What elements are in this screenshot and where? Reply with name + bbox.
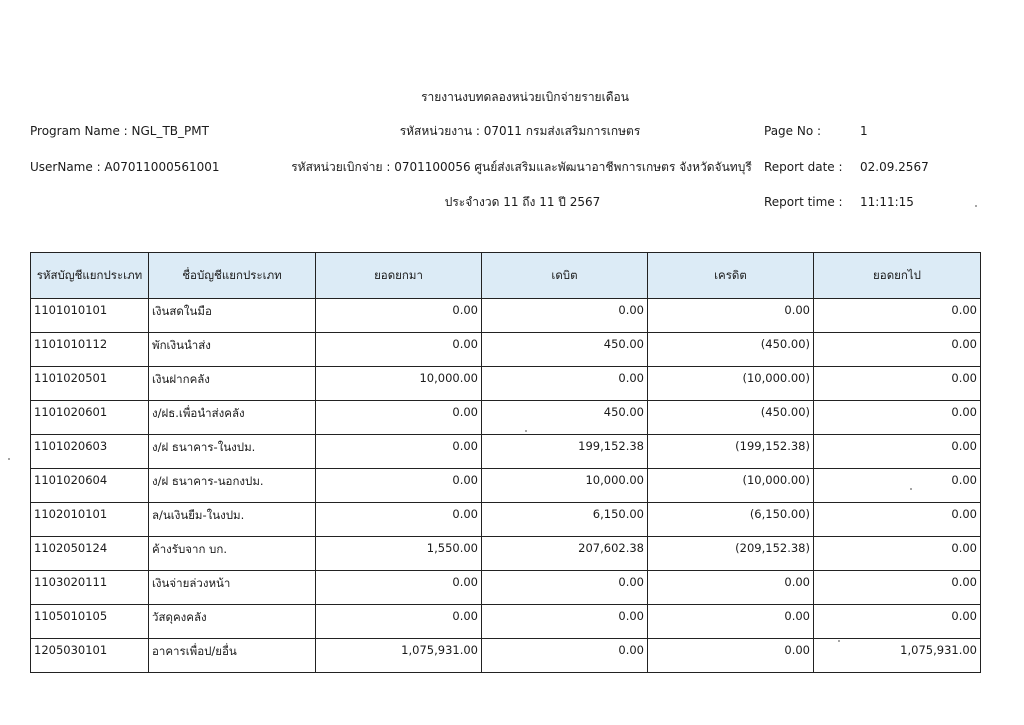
table-row <box>31 401 981 435</box>
disbursing-unit: รหัสหน่วยเบิกจ่าย : 0701100056 ศูนย์ส่งเสริมและพัฒนาอาชีพการเกษตร จังหวัดจันทบุรี <box>291 160 752 174</box>
debit-cell: 450.00 <box>482 333 648 367</box>
closing-balance-cell: 0.00 <box>814 503 981 537</box>
debit-cell: 0.00 <box>482 299 648 333</box>
account-code-cell: 1101010112 <box>31 333 149 367</box>
table-row <box>31 435 981 469</box>
account-code-cell: 1205030101 <box>31 639 149 673</box>
account-code-cell: 1101010101 <box>31 299 149 333</box>
report-date-value: 02.09.2567 <box>860 160 929 174</box>
account-name-cell: พักเงินนำส่ง <box>149 333 316 367</box>
table-row <box>31 639 981 673</box>
opening-balance-cell: 0.00 <box>316 299 482 333</box>
credit-cell: (199,152.38) <box>648 435 814 469</box>
scan-speck <box>8 458 10 460</box>
agency-code: รหัสหน่วยงาน : 07011 กรมส่งเสริมการเกษตร <box>399 124 641 138</box>
table-row <box>31 503 981 537</box>
debit-cell: 0.00 <box>482 639 648 673</box>
col-header-account-name: ชื่อบัญชีแยกประเภท <box>149 253 316 299</box>
col-header-debit: เดบิต <box>482 253 648 299</box>
report-title: รายงานงบทดลองหน่วยเบิกจ่ายรายเดือน <box>421 90 629 104</box>
account-name-cell: เงินฝากคลัง <box>149 367 316 401</box>
scan-speck <box>838 640 840 642</box>
closing-balance-cell: 0.00 <box>814 299 981 333</box>
debit-cell: 0.00 <box>482 367 648 401</box>
col-header-account-code: รหัสบัญชีแยกประเภท <box>31 253 149 299</box>
account-name-cell: ล/นเงินยืม-ในงปม. <box>149 503 316 537</box>
closing-balance-cell: 0.00 <box>814 571 981 605</box>
page-no-label: Page No : <box>764 124 822 138</box>
trial-balance-table <box>30 252 981 673</box>
opening-balance-cell: 0.00 <box>316 503 482 537</box>
opening-balance-cell: 0.00 <box>316 571 482 605</box>
closing-balance-cell: 1,075,931.00 <box>814 639 981 673</box>
account-code-cell: 1103020111 <box>31 571 149 605</box>
closing-balance-cell: 0.00 <box>814 333 981 367</box>
debit-cell: 199,152.38 <box>482 435 648 469</box>
account-name-cell: เงินสดในมือ <box>149 299 316 333</box>
account-name-cell: อาคารเพื่อป/ยอื่น <box>149 639 316 673</box>
account-code-cell: 1102010101 <box>31 503 149 537</box>
account-code-cell: 1101020601 <box>31 401 149 435</box>
account-code-cell: 1102050124 <box>31 537 149 571</box>
report-date-label: Report date : <box>764 160 843 174</box>
credit-cell: (450.00) <box>648 333 814 367</box>
table-row <box>31 333 981 367</box>
debit-cell: 207,602.38 <box>482 537 648 571</box>
account-name-cell: เงินจ่ายล่วงหน้า <box>149 571 316 605</box>
report-time-value: 11:11:15 <box>860 195 914 209</box>
debit-cell: 6,150.00 <box>482 503 648 537</box>
closing-balance-cell: 0.00 <box>814 537 981 571</box>
scan-speck <box>525 430 527 432</box>
opening-balance-cell: 10,000.00 <box>316 367 482 401</box>
table-row <box>31 605 981 639</box>
table-row <box>31 537 981 571</box>
opening-balance-cell: 0.00 <box>316 435 482 469</box>
credit-cell: 0.00 <box>648 299 814 333</box>
account-name-cell: ง/ฝ ธนาคาร-นอกงปม. <box>149 469 316 503</box>
credit-cell: 0.00 <box>648 571 814 605</box>
credit-cell: (209,152.38) <box>648 537 814 571</box>
credit-cell: (6,150.00) <box>648 503 814 537</box>
account-code-cell: 1101020603 <box>31 435 149 469</box>
account-code-cell: 1101020501 <box>31 367 149 401</box>
opening-balance-cell: 1,550.00 <box>316 537 482 571</box>
closing-balance-cell: 0.00 <box>814 605 981 639</box>
credit-cell: (450.00) <box>648 401 814 435</box>
opening-balance-cell: 1,075,931.00 <box>316 639 482 673</box>
debit-cell: 10,000.00 <box>482 469 648 503</box>
account-name-cell: ง/ฝธ.เพื่อนำส่งคลัง <box>149 401 316 435</box>
account-name-cell: ค้างรับจาก บก. <box>149 537 316 571</box>
user-name: UserName : A07011000561001 <box>30 160 220 174</box>
debit-cell: 0.00 <box>482 571 648 605</box>
table-header-row <box>31 253 981 299</box>
account-code-cell: 1101020604 <box>31 469 149 503</box>
opening-balance-cell: 0.00 <box>316 333 482 367</box>
account-code-cell: 1105010105 <box>31 605 149 639</box>
credit-cell: (10,000.00) <box>648 469 814 503</box>
opening-balance-cell: 0.00 <box>316 469 482 503</box>
account-name-cell: ง/ฝ ธนาคาร-ในงปม. <box>149 435 316 469</box>
table-row <box>31 299 981 333</box>
credit-cell: 0.00 <box>648 605 814 639</box>
table-row <box>31 469 981 503</box>
scan-speck <box>975 205 977 207</box>
opening-balance-cell: 0.00 <box>316 401 482 435</box>
closing-balance-cell: 0.00 <box>814 401 981 435</box>
col-header-credit: เครดิต <box>648 253 814 299</box>
table-row <box>31 367 981 401</box>
col-header-opening-balance: ยอดยกมา <box>316 253 482 299</box>
credit-cell: (10,000.00) <box>648 367 814 401</box>
debit-cell: 450.00 <box>482 401 648 435</box>
program-name: Program Name : NGL_TB_PMT <box>30 124 209 138</box>
scan-speck <box>910 488 912 490</box>
report-time-label: Report time : <box>764 195 843 209</box>
opening-balance-cell: 0.00 <box>316 605 482 639</box>
closing-balance-cell: 0.00 <box>814 367 981 401</box>
credit-cell: 0.00 <box>648 639 814 673</box>
table-row <box>31 571 981 605</box>
account-name-cell: วัสดุคงคลัง <box>149 605 316 639</box>
page-no-value: 1 <box>860 124 868 138</box>
col-header-closing-balance: ยอดยกไป <box>814 253 981 299</box>
closing-balance-cell: 0.00 <box>814 469 981 503</box>
closing-balance-cell: 0.00 <box>814 435 981 469</box>
debit-cell: 0.00 <box>482 605 648 639</box>
report-period: ประจำงวด 11 ถึง 11 ปี 2567 <box>444 195 601 209</box>
